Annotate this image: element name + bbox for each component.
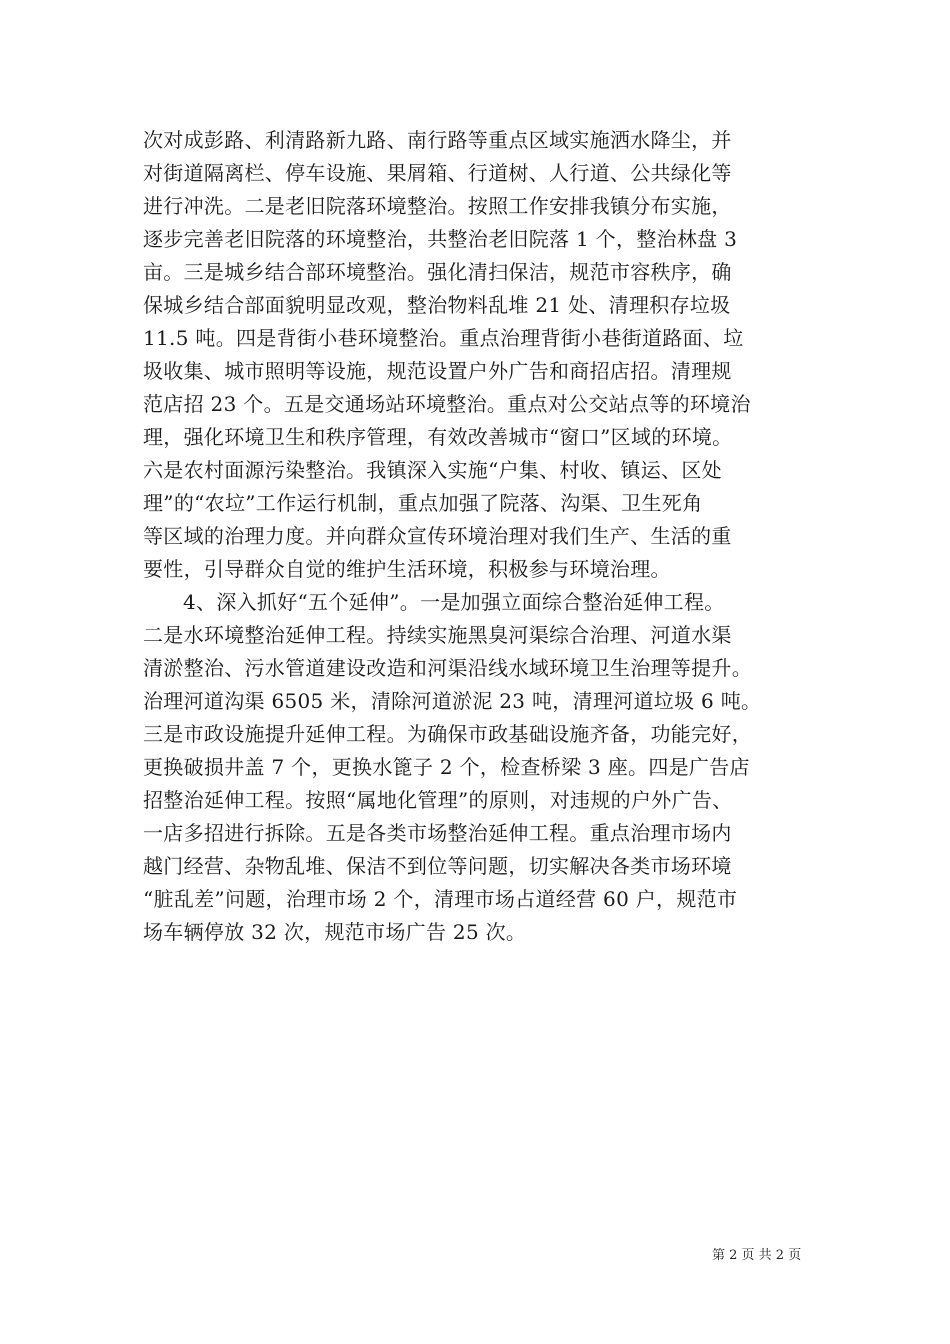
text-line: 要性，引导群众自觉的维护生活环境，积极参与环境治理。 (143, 557, 671, 581)
text-line: 圾收集、城市照明等设施，规范设置户外广告和商招店招。清理规 (143, 359, 732, 383)
text-line: 二是水环境整治延伸工程。持续实施黑臭河渠综合治理、河道水渠 (143, 623, 732, 647)
text-line: 招整治延伸工程。按照“属地化管理”的原则，对违规的户外广告、 (143, 788, 733, 812)
text-line: 11.5 吨。四是背街小巷环境整治。重点治理背街小巷街道路面、垃 (143, 326, 744, 350)
body-text (143, 124, 811, 949)
text-line: 场车辆停放 32 次，规范市场广告 25 次。 (143, 920, 527, 944)
text-line: 理，强化环境卫生和秩序管理，有效改善城市“窗口”区域的环境。 (143, 425, 733, 449)
text-line: 逐步完善老旧院落的环境整治，共整治老旧院落 1 个，整治林盘 3 (143, 227, 738, 251)
text-line: 六是农村面源污染整治。我镇深入实施“户集、村收、镇运、区处 (143, 458, 722, 482)
page-number-footer: 第 2 页 共 2 页 (712, 1248, 802, 1263)
text-line: 三是市政设施提升延伸工程。为确保市政基础设施齐备，功能完好， (143, 722, 752, 746)
text-line: 亩。三是城乡结合部环境整治。强化清扫保洁，规范市容秩序，确 (143, 260, 732, 284)
text-line: 理”的“农垃”工作运行机制，重点加强了院落、沟渠、卫生死角 (143, 491, 703, 515)
text-line: 清淤整治、污水管道建设改造和河渠沿线水域环境卫生治理等提升。 (143, 656, 752, 680)
text-line: 等区域的治理力度。并向群众宣传环境治理对我们生产、生活的重 (143, 524, 732, 548)
text-line: 一店多招进行拆除。五是各类市场整治延伸工程。重点治理市场内 (143, 821, 732, 845)
text-line: 治理河道沟渠 6505 米，清除河道淤泥 23 吨，清理河道垃圾 6 吨。 (143, 689, 762, 713)
text-line: 范店招 23 个。五是交通场站环境整治。重点对公交站点等的环境治 (143, 392, 751, 416)
text-line: “脏乱差”问题，治理市场 2 个，清理市场占道经营 60 户，规范市 (143, 887, 738, 911)
text-line: 进行冲洗。二是老旧院落环境整治。按照工作安排我镇分布实施， (143, 194, 732, 218)
paragraph-start-line: 4、深入抓好“五个延伸”。一是加强立面综合整治延伸工程。 (183, 590, 725, 614)
text-line: 对街道隔离栏、停车设施、果屑箱、行道树、人行道、公共绿化等 (143, 161, 732, 185)
text-line: 次对成彭路、利清路新九路、南行路等重点区域实施洒水降尘，并 (143, 128, 732, 152)
text-line: 保城乡结合部面貌明显改观，整治物料乱堆 21 处、清理积存垃圾 (143, 293, 731, 317)
text-line: 越门经营、杂物乱堆、保洁不到位等问题，切实解决各类市场环境 (143, 854, 732, 878)
text-line: 更换破损井盖 7 个，更换水篦子 2 个，检查桥梁 3 座。四是广告店 (143, 755, 750, 779)
